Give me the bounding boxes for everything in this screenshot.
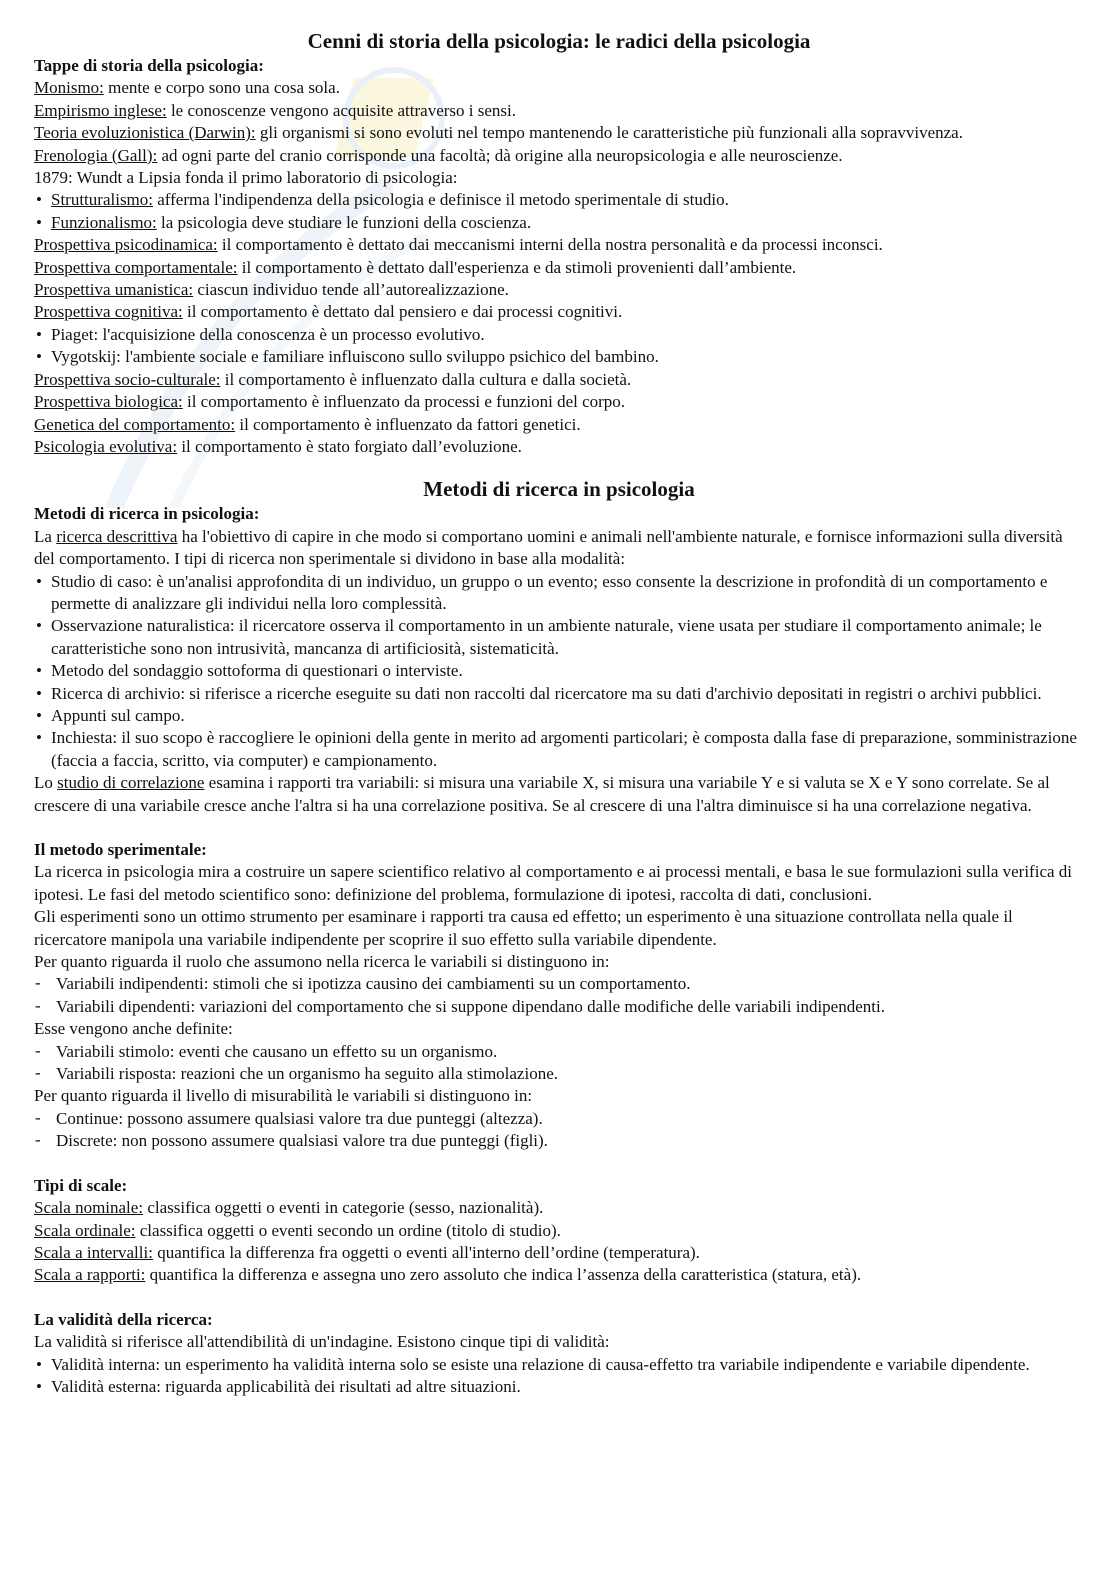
list-item: • Vygotskij: l'ambiente sociale e familiare influiscono sullo sviluppo psichico del bambino. [34,346,1084,368]
term-evoluzionistica: Teoria evoluzionistica (Darwin): [34,123,256,143]
metodi-intro [34,526,1084,571]
prospettiva-entry [34,234,1084,256]
cognitiva-list [34,324,1084,369]
prospettiva-entry [34,279,1084,301]
metodi-list [34,571,1084,773]
term-psicodinamica: Prospettiva psicodinamica: [34,235,218,255]
prospettiva-entry [34,257,1084,279]
section-title-metodi: Metodi di ricerca in psicologia [423,477,695,502]
sperimentale-p4: Esse vengono anche definite: [34,1019,233,1039]
scale-heading: Tipi di scale: [34,1175,128,1195]
list-item: • Inchiesta: il suo scopo è raccogliere le opinioni della gente in merito ad argomenti particolari; è composta dalla fase di preparazione, somministrazione (faccia a faccia, scritto, via computer) e campionamento. [34,727,1084,772]
entry-text: il comportamento è dettato dai meccanismi interni della nostra personalità e da processi inconsci. [217,235,883,255]
validita-heading: La validità della ricerca: [34,1309,213,1329]
term-frenologia: Frenologia (Gall): [34,145,158,165]
list-item: • Appunti sul campo. [34,705,1084,727]
variabili-definite-list [34,1041,1084,1086]
entry-text: il comportamento è dettato dall'esperienza e da stimoli provenienti dall’ambiente. [237,257,797,277]
entry-text: mente e corpo sono una cosa sola. [103,78,340,98]
sperimentale-p2: Gli esperimenti sono un ottimo strumento per esaminare i rapporti tra causa ed effetto; un esperimento è una situazione controllata nella quale il ricercatore manipola una variabile indipendente per scoprire il suo effetto sulla variabile dipendente. [34,907,1013,949]
prospettiva-entry [34,414,1084,436]
list-item: • Metodo del sondaggio sottoforma di questionari o interviste. [34,660,1084,682]
term-psicologia-evolutiva: Psicologia evolutiva: [34,436,178,456]
metodi-heading: Metodi di ricerca in psicologia: [34,504,260,524]
list-1879 [34,189,1084,234]
term-scala-nominale: Scala nominale: [34,1198,144,1218]
list-item: • Osservazione naturalistica: il ricercatore osserva il comportamento in un ambiente naturale, viene usata per studiare il comportamento animale; le caratteristiche sono non intrusività, mancanza di artificiosità, sistematicità. [34,615,1084,660]
list-item: • Validità esterna: riguarda applicabilità dei risultati ad altre situazioni. [34,1376,1084,1398]
term-ricerca-descrittiva: ricerca descrittiva [56,526,178,546]
altre-prospettive [34,369,1084,459]
entry-text: ciascun individuo tende all’autorealizzazione. [193,280,509,300]
sperimentale-p3: Per quanto riguarda il ruolo che assumono nella ricerca le variabili si distinguono in: [34,952,610,972]
scale-entry [34,1220,1084,1242]
sperimentale-heading: Il metodo sperimentale: [34,840,207,859]
prospettive-list [34,234,1084,324]
list-item: • Piaget: l'acquisizione della conoscenza è un processo evolutivo. [34,324,1084,346]
validita-intro: La validità si riferisce all'attendibilità di un'indagine. Esistono cinque tipi di validità: [34,1332,610,1352]
tappe-entry [34,122,1084,144]
entry-text: classifica oggetti o eventi secondo un ordine (titolo di studio). [135,1220,561,1240]
prospettiva-entry [34,301,1084,323]
term-funzionalismo: Funzionalismo: [51,212,157,232]
entry-text: quantifica la differenza e assegna uno zero assoluto che indica l’assenza della caratteristica (statura, età). [145,1265,862,1285]
entry-text: il comportamento è stato forgiato dall’evoluzione. [177,436,522,456]
term-socio-culturale: Prospettiva socio-culturale: [34,369,221,389]
term-scala-intervalli: Scala a intervalli: [34,1242,153,1262]
term-scala-rapporti: Scala a rapporti: [34,1265,146,1285]
corr-pre: Lo [34,773,58,793]
list-item [34,212,1084,234]
list-item: - Discrete: non possono assumere qualsiasi valore tra due punteggi (figli). [34,1130,1084,1152]
tappe-entry [34,145,1084,167]
correlazione-paragraph [34,772,1084,817]
list-item: - Variabili risposta: reazioni che un organismo ha seguito alla stimolazione. [34,1063,1084,1085]
scale-entry [34,1264,1084,1286]
term-umanistica: Prospettiva umanistica: [34,280,194,300]
tappe-heading: Tappe di storia della psicologia: [34,56,264,75]
entry-text: il comportamento è influenzato da processi e funzioni del corpo. [182,392,626,412]
line-1879: 1879: Wundt a Lipsia fonda il primo laboratorio di psicologia: [34,168,458,188]
term-empirismo: Empirismo inglese: [34,100,167,120]
list-item: - Variabili dipendenti: variazioni del comportamento che si suppone dipendano dalle modifiche delle variabili indipendenti. [34,996,1084,1018]
term-scala-ordinale: Scala ordinale: [34,1220,136,1240]
intro-pre: La [34,526,57,546]
term-strutturalismo: Strutturalismo: [51,190,153,210]
document-page [34,28,1084,1398]
entry-text: la psicologia deve studiare le funzioni della coscienza. [156,212,532,232]
term-biologica: Prospettiva biologica: [34,392,183,412]
scale-entry [34,1197,1084,1219]
entry-text: il comportamento è influenzato dalla cultura e dalla società. [220,369,632,389]
list-item: - Variabili stimolo: eventi che causano un effetto su un organismo. [34,1041,1084,1063]
entry-text: il comportamento è dettato dal pensiero e dai processi cognitivi. [182,302,623,322]
entry-text: il comportamento è influenzato da fattori genetici. [235,414,581,434]
prospettiva-entry [34,436,1084,458]
prospettiva-entry [34,391,1084,413]
term-studio-correlazione: studio di correlazione [57,773,205,793]
prospettiva-entry [34,369,1084,391]
tappe-entry [34,100,1084,122]
term-monismo: Monismo: [34,78,104,98]
list-item [34,189,1084,211]
term-genetica: Genetica del comportamento: [34,414,236,434]
corr-post: esamina i rapporti tra variabili: si misura una variabile X, si misura una variabile Y e si valuta se X e Y sono correlate. Se al crescere di una variabile cresce anche l'altra si ha una correlazione positiva. Se al crescere di una l'altra diminuisce si ha una correlazione negativa. [34,773,1050,815]
list-item: • Validità interna: un esperimento ha validità interna solo se esiste una relazione di causa-effetto tra variabile indipendente e variabile dipendente. [34,1354,1084,1376]
entry-text: ad ogni parte del cranio corrisponde una facoltà; dà origine alla neuropsicologia e alle neuroscienze. [157,145,843,165]
validita-list [34,1354,1084,1399]
term-cognitiva: Prospettiva cognitiva: [34,302,183,322]
scale-entry [34,1242,1084,1264]
list-item: • Ricerca di archivio: si riferisce a ricerche eseguite su dati non raccolti dal ricercatore ma su dati d'archivio depositati in registri o archivi pubblici. [34,683,1084,705]
entry-text: classifica oggetti o eventi in categorie (sesso, nazionalità). [143,1198,544,1218]
list-item: - Variabili indipendenti: stimoli che si ipotizza causino dei cambiamenti su un comportamento. [34,973,1084,995]
term-comportamentale: Prospettiva comportamentale: [34,257,238,277]
page-title: Cenni di storia della psicologia: le radici della psicologia [307,29,811,53]
entry-text: le conoscenze vengono acquisite attraverso i sensi. [166,100,517,120]
entry-text: gli organismi si sono evoluti nel tempo mantenendo le caratteristiche più funzionali alla sopravvivenza. [255,123,963,143]
entry-text: quantifica la differenza fra oggetti o eventi all'interno dell’ordine (temperatura). [152,1242,700,1262]
intro-post: ha l'obiettivo di capire in che modo si comportano uomini e animali nell'ambiente naturale, e fornisce informazioni sulla diversità del comportamento. I tipi di ricerca non sperimentale si dividono in base alla modalità: [34,526,1063,569]
list-item: - Continue: possono assumere qualsiasi valore tra due punteggi (altezza). [34,1108,1084,1130]
scale-list [34,1197,1084,1287]
sperimentale-p1: La ricerca in psicologia mira a costruire un sapere scientifico relativo al comportamento e ai processi mentali, e basa le sue formulazioni sulla verifica di ipotesi. Le fasi del metodo scientifico sono: definizione del problema, formulazione di ipotesi, raccolta di dati, conclusioni. [34,862,1073,904]
variabili-misurabilita-list [34,1108,1084,1153]
tappe-entry [34,77,1084,99]
sperimentale-p5: Per quanto riguarda il livello di misurabilità le variabili si distinguono in: [34,1086,533,1106]
entry-text: afferma l'indipendenza della psicologia e definisce il metodo sperimentale di studio. [153,190,729,210]
list-item: • Studio di caso: è un'analisi approfondita di un individuo, un gruppo o un evento; esso consente la descrizione in profondità di un comportamento e permette di analizzare gli individui nella loro complessità. [34,571,1084,616]
tappe-entries [34,77,1084,167]
variabili-ruolo-list [34,973,1084,1018]
